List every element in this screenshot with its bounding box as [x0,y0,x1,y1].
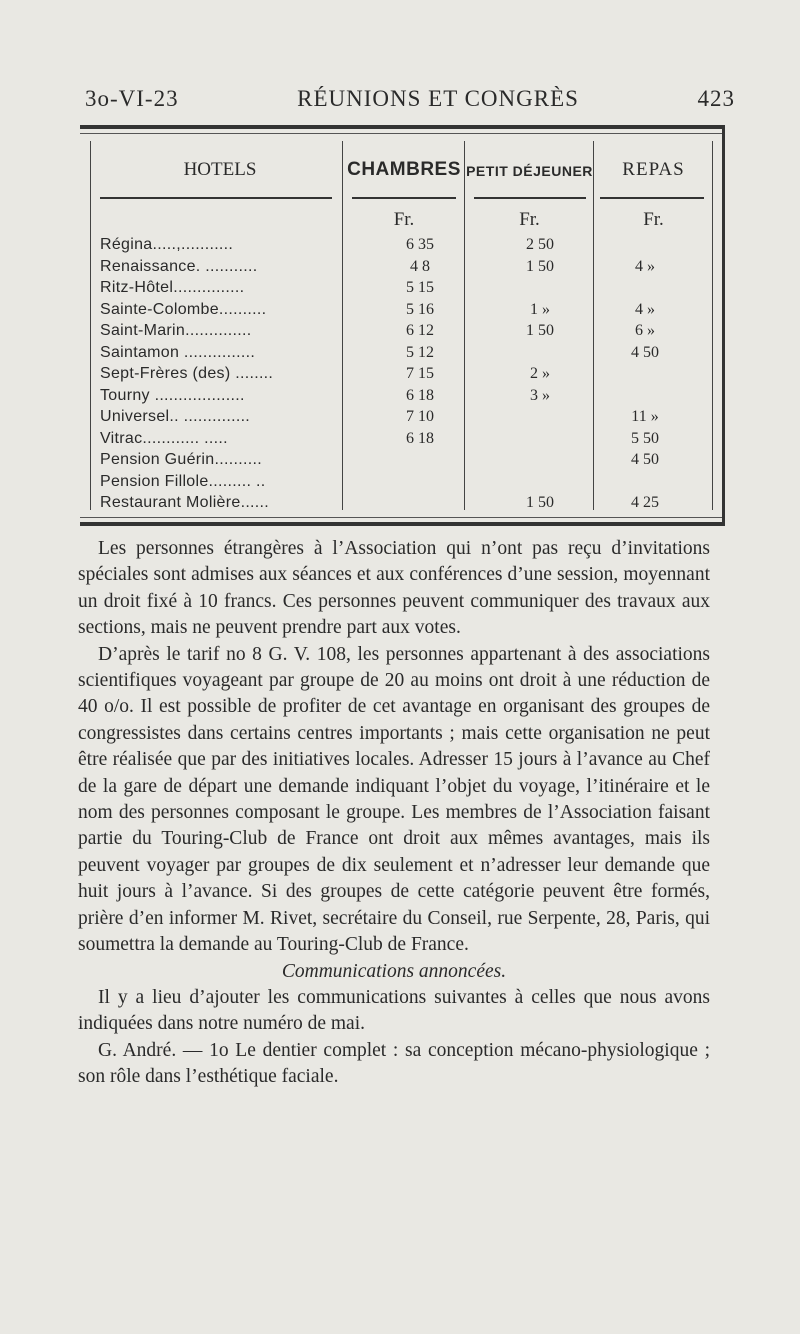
header-date: 3o-VI-23 [85,86,179,111]
chambres-price: 6 18 [406,386,434,404]
chambres-price: 5 15 [406,279,434,296]
page-number: 423 [697,86,735,111]
column-header-petit-dejeuner: PETIT DÉJEUNER [466,163,593,179]
chambres-price: 7 10 [406,408,434,425]
table-row [80,236,720,258]
table-row [80,279,720,301]
hotel-name: Ritz-Hôtel............... [100,279,245,296]
repas-price: 5 50 [631,429,659,447]
column-header-hotels: HOTELS [183,159,257,180]
table-row [80,451,720,473]
header-rule [474,197,586,199]
hotel-name: Tourny ................... [100,386,245,404]
dejeuner-price: 1 50 [526,257,554,275]
hotel-name: Saintamon ............... [100,343,256,361]
chambres-price: 6 35 [406,236,434,253]
repas-price: 11 » [631,408,659,425]
chambres-price: 5 16 [406,300,434,318]
table-row [80,344,720,366]
section-title: Communications annoncées. [281,960,507,982]
repas-price: 4 50 [631,451,659,468]
hotel-name: Restaurant Molière...... [100,494,270,511]
header-rule [600,197,704,199]
header-title: RÉUNIONS ET CONGRÈS [297,86,579,111]
table-row [80,430,720,452]
hotel-name: Saint-Marin.............. [100,322,252,339]
chambres-price: 4 8 [410,257,430,275]
dejeuner-price: 1 » [530,300,550,318]
chambres-price: 7 15 [406,365,434,382]
repas-price: 6 » [635,322,655,339]
dejeuner-price: 1 50 [526,322,554,339]
hotel-name: Universel.. .............. [100,408,251,425]
unit-label: Fr. [519,209,540,230]
column-header-chambres: CHAMBRES [347,159,461,180]
table-row [80,301,720,323]
paragraph: Les personnes étrangères à l’Association qui n’ont pas reçu d’invitations spéciales sont admises aux séances et aux conférences d’une session, moyennant un droit fixé à 10 francs. Ces personnes peuvent communiquer des travaux aux sections, mais ne peuvent prendre part aux votes. [78,538,710,639]
hotel-name: Pension Guérin.......... [100,451,262,468]
hotel-price-table [80,125,725,526]
table-row [80,408,720,430]
paragraph: D’après le tarif no 8 G. V. 108, les personnes appartenant à des associations scientifiques voyageant par groupe de 20 au moins ont droit à une réduction de 40 o/o. Il est possible de profiter de cet avantage en organisant des groupes de congressistes dans certains centres importants ; mais cette organisation ne peut être réalisée que par des initiatives locales. Adresser 15 jours à l’avance au Chef de la gare de départ une demande indiquant l’objet du voyage, l’itinéraire et le nom des personnes composant le groupe. Les membres de l’Association faisant partie du Touring-Club de France ont droit aux mêmes avantages, mais ils peuvent voyager par groupes de dix seulement et n’adresser leur demande que huit jours à l’avance. Si des groupes de cette catégorie peuvent être formés, prière d’en informer M. Rivet, secrétaire du Conseil, rue Serpente, 28, Paris, qui soumettra la demande au Touring-Club de France. [78,643,710,956]
header-rule [100,197,332,199]
dejeuner-price: 2 50 [526,236,554,253]
chambres-price: 6 12 [406,322,434,339]
running-header [85,86,735,112]
dejeuner-price: 3 » [530,386,550,404]
repas-price: 4 50 [631,343,659,361]
repas-price: 4 » [635,300,655,318]
unit-label: Fr. [393,209,415,230]
table-row [80,494,720,516]
dejeuner-price: 2 » [530,365,550,382]
hotel-name: Renaissance. ........... [100,257,258,275]
hotel-name: Vitrac............ ..... [100,429,228,447]
hotel-name: Régina.....,........... [100,236,234,253]
table-row [80,258,720,280]
chambres-price: 5 12 [406,343,434,361]
body-text [78,536,710,1091]
paragraph: Il y a lieu d’ajouter les communications suivantes à celles que nous avons indiquées dans notre numéro de mai. [78,986,710,1035]
hotel-name: Sept-Frères (des) ........ [100,365,274,382]
header-rule [352,197,456,199]
chambres-price: 6 18 [406,429,434,447]
repas-price: 4 » [635,257,655,275]
dejeuner-price: 1 50 [526,494,554,511]
table-row [80,387,720,409]
unit-label: Fr. [643,209,664,230]
hotel-name: Pension Fillole......... .. [100,472,266,490]
table-row [80,365,720,387]
hotel-name: Sainte-Colombe.......... [100,300,267,318]
repas-price: 4 25 [631,494,659,511]
column-header-repas: REPAS [622,159,685,180]
table-row [80,473,720,495]
paragraph: G. André. — 1o Le dentier complet : sa conception mécano-physiologique ; son rôle dans l’esthétique faciale. [78,1039,710,1088]
table-row [80,322,720,344]
